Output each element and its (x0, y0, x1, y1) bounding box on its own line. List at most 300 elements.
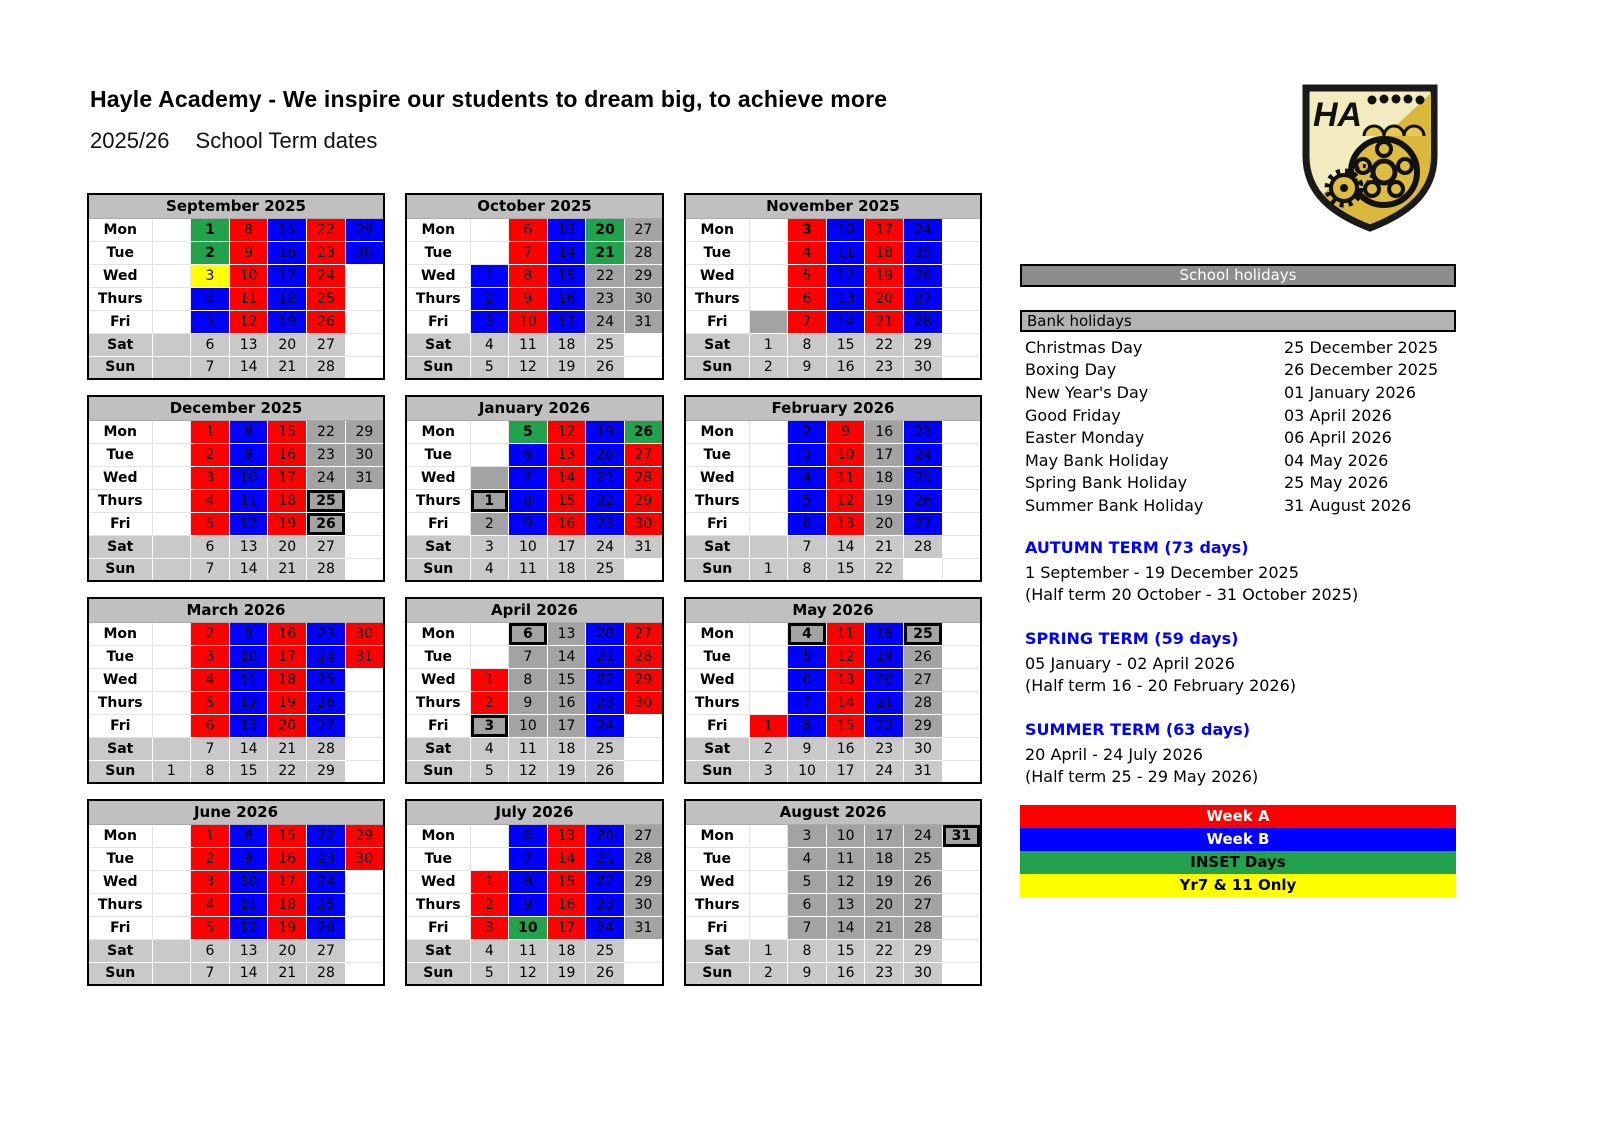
empty-cell (624, 333, 663, 356)
day-cell: 27 (904, 668, 943, 691)
empty-cell (942, 512, 981, 535)
day-cell: 27 (307, 535, 346, 558)
empty-cell (152, 645, 191, 668)
day-cell: 30 (624, 287, 663, 310)
day-label: Thurs (685, 893, 749, 916)
day-cell: 10 (229, 264, 268, 287)
day-cell: 7 (788, 691, 827, 714)
month-table-november-2025 (684, 193, 982, 380)
day-cell: 18 (865, 847, 904, 870)
day-cell: 2 (788, 420, 827, 443)
day-label: Mon (406, 420, 470, 443)
term-dates: 1 September - 19 December 2025 (1025, 563, 1299, 582)
bank-holiday-row (1020, 472, 1456, 495)
day-cell: 23 (904, 420, 943, 443)
day-label: Tue (685, 241, 749, 264)
day-cell: 31 (624, 916, 663, 939)
day-cell: 1 (152, 760, 191, 783)
day-label: Wed (406, 870, 470, 893)
empty-cell (624, 714, 663, 737)
day-cell: 12 (826, 645, 865, 668)
day-cell: 22 (307, 218, 346, 241)
empty-cell (749, 645, 788, 668)
day-cell: 3 (470, 310, 509, 333)
empty-cell (470, 847, 509, 870)
day-cell: 6 (191, 535, 230, 558)
empty-cell (624, 962, 663, 985)
day-cell: 21 (865, 916, 904, 939)
day-cell (152, 962, 191, 985)
day-cell: 20 (586, 443, 625, 466)
month-table-june-2026 (87, 799, 385, 986)
terms-section (1020, 538, 1456, 811)
day-cell: 29 (624, 264, 663, 287)
day-cell: 20 (586, 824, 625, 847)
day-cell: 24 (586, 714, 625, 737)
day-label: Sat (685, 939, 749, 962)
day-cell: 13 (547, 824, 586, 847)
empty-cell (345, 939, 384, 962)
day-cell: 10 (826, 824, 865, 847)
empty-cell (152, 916, 191, 939)
day-cell: 26 (307, 310, 346, 333)
day-cell: 6 (788, 668, 827, 691)
empty-cell (749, 420, 788, 443)
day-cell: 31 (345, 466, 384, 489)
day-cell: 31 (624, 310, 663, 333)
day-cell: 16 (865, 420, 904, 443)
day-label: Sat (88, 333, 152, 356)
day-cell: 1 (191, 824, 230, 847)
day-cell: 26 (624, 420, 663, 443)
empty-cell (345, 489, 384, 512)
day-cell: 30 (904, 737, 943, 760)
day-cell: 24 (904, 443, 943, 466)
day-cell: 4 (470, 558, 509, 581)
day-label: Sun (685, 760, 749, 783)
day-cell: 30 (345, 847, 384, 870)
day-cell: 31 (345, 645, 384, 668)
day-label: Tue (406, 443, 470, 466)
day-cell: 27 (307, 333, 346, 356)
day-cell: 1 (749, 714, 788, 737)
empty-cell (624, 737, 663, 760)
day-cell: 17 (268, 870, 307, 893)
bank-holiday-name: New Year's Day (1025, 382, 1149, 402)
empty-cell (345, 310, 384, 333)
day-cell: 7 (191, 737, 230, 760)
empty-cell (749, 264, 788, 287)
day-cell: 3 (191, 645, 230, 668)
day-cell: 24 (307, 466, 346, 489)
day-cell: 8 (229, 824, 268, 847)
day-label: Tue (685, 847, 749, 870)
day-cell: 21 (586, 466, 625, 489)
day-label: Wed (685, 466, 749, 489)
day-cell: 11 (509, 737, 548, 760)
month-title: January 2026 (406, 396, 663, 420)
day-cell: 5 (788, 489, 827, 512)
day-cell: 16 (826, 737, 865, 760)
subtitle-text: School Term dates (195, 128, 378, 153)
empty-cell (624, 558, 663, 581)
day-cell: 23 (307, 622, 346, 645)
day-cell: 31 (904, 760, 943, 783)
day-cell: 26 (307, 916, 346, 939)
day-cell: 14 (826, 691, 865, 714)
day-cell: 24 (586, 310, 625, 333)
day-cell: 28 (307, 962, 346, 985)
term-dates: 20 April - 24 July 2026 (1025, 745, 1203, 764)
empty-cell (942, 241, 981, 264)
month-table-october-2025 (405, 193, 664, 380)
day-cell: 17 (547, 714, 586, 737)
subtitle-year: 2025/26 (90, 128, 170, 153)
day-cell: 26 (904, 645, 943, 668)
day-cell: 24 (865, 760, 904, 783)
day-cell: 22 (586, 870, 625, 893)
month-table-march-2026 (87, 597, 385, 784)
day-cell: 12 (229, 512, 268, 535)
day-label: Mon (88, 218, 152, 241)
day-cell: 22 (268, 760, 307, 783)
month-title: September 2025 (88, 194, 384, 218)
day-label: Fri (88, 916, 152, 939)
day-cell: 23 (586, 287, 625, 310)
bank-holiday-name: Summer Bank Holiday (1025, 495, 1204, 515)
day-label: Sat (88, 737, 152, 760)
empty-cell (152, 241, 191, 264)
day-cell: 19 (547, 962, 586, 985)
day-label: Fri (406, 512, 470, 535)
page-subtitle (90, 128, 377, 154)
bank-holiday-name: Spring Bank Holiday (1025, 473, 1188, 493)
day-cell: 25 (586, 939, 625, 962)
day-cell: 25 (586, 558, 625, 581)
day-label: Thurs (88, 893, 152, 916)
day-cell: 12 (229, 691, 268, 714)
day-cell: 26 (307, 691, 346, 714)
empty-cell (749, 466, 788, 489)
day-cell: 5 (191, 691, 230, 714)
day-label: Tue (406, 847, 470, 870)
bank-holiday-date: 06 April 2026 (1284, 428, 1392, 448)
bank-holiday-name: Easter Monday (1025, 428, 1145, 448)
day-cell: 10 (229, 466, 268, 489)
day-cell: 15 (268, 420, 307, 443)
day-cell: 9 (788, 737, 827, 760)
day-label: Mon (88, 824, 152, 847)
day-cell: 6 (788, 893, 827, 916)
day-cell: 11 (229, 668, 268, 691)
day-cell (152, 333, 191, 356)
empty-cell (904, 558, 943, 581)
term-block (1020, 538, 1456, 606)
day-cell: 30 (624, 893, 663, 916)
month-title: November 2025 (685, 194, 981, 218)
day-cell (152, 356, 191, 379)
empty-cell (942, 558, 981, 581)
day-cell: 20 (268, 714, 307, 737)
day-cell: 7 (191, 962, 230, 985)
bank-holidays-header: Bank holidays (1020, 310, 1456, 332)
empty-cell (749, 691, 788, 714)
day-cell: 21 (268, 356, 307, 379)
day-cell: 5 (509, 420, 548, 443)
day-cell: 8 (509, 489, 548, 512)
empty-cell (345, 870, 384, 893)
bank-holiday-date: 01 January 2026 (1284, 382, 1416, 402)
empty-cell (152, 714, 191, 737)
empty-cell (345, 668, 384, 691)
day-cell: 16 (547, 287, 586, 310)
empty-cell (749, 622, 788, 645)
month-title: March 2026 (88, 598, 384, 622)
empty-cell (152, 512, 191, 535)
day-cell: 20 (268, 535, 307, 558)
empty-cell (470, 645, 509, 668)
month-title: December 2025 (88, 396, 384, 420)
day-cell: 28 (307, 558, 346, 581)
day-cell: 18 (268, 668, 307, 691)
day-cell: 30 (624, 691, 663, 714)
day-cell: 22 (865, 939, 904, 962)
day-cell: 15 (547, 264, 586, 287)
day-label: Sun (88, 760, 152, 783)
day-cell: 22 (307, 420, 346, 443)
day-cell: 6 (788, 287, 827, 310)
day-cell: 8 (788, 939, 827, 962)
day-cell: 16 (268, 622, 307, 645)
day-cell: 15 (268, 824, 307, 847)
day-cell: 17 (268, 264, 307, 287)
day-label: Tue (406, 241, 470, 264)
day-cell: 29 (904, 714, 943, 737)
day-label: Sun (685, 558, 749, 581)
day-cell: 10 (826, 218, 865, 241)
day-cell: 2 (191, 622, 230, 645)
day-label: Thurs (406, 691, 470, 714)
day-cell: 14 (547, 847, 586, 870)
bank-holiday-date: 25 May 2026 (1284, 473, 1389, 493)
day-label: Mon (406, 824, 470, 847)
day-cell: 13 (826, 287, 865, 310)
day-cell: 21 (586, 241, 625, 264)
day-cell: 29 (904, 939, 943, 962)
day-cell: 2 (749, 962, 788, 985)
day-label: Mon (88, 622, 152, 645)
month-table-january-2026 (405, 395, 664, 582)
day-cell: 21 (586, 847, 625, 870)
day-cell: 28 (624, 847, 663, 870)
day-cell: 17 (547, 535, 586, 558)
term-half-term: (Half term 16 - 20 February 2026) (1025, 676, 1297, 695)
day-cell: 19 (865, 870, 904, 893)
day-cell: 27 (624, 824, 663, 847)
day-label: Thurs (406, 287, 470, 310)
day-cell: 9 (788, 962, 827, 985)
empty-cell (942, 310, 981, 333)
calendar-grid (87, 193, 982, 986)
day-cell: 6 (191, 714, 230, 737)
day-label: Mon (406, 622, 470, 645)
empty-cell (942, 760, 981, 783)
day-cell: 5 (470, 962, 509, 985)
empty-cell (942, 218, 981, 241)
empty-cell (470, 824, 509, 847)
bank-holiday-row (1020, 449, 1456, 472)
day-cell: 2 (470, 512, 509, 535)
day-cell: 18 (547, 333, 586, 356)
day-cell: 30 (345, 622, 384, 645)
empty-cell (942, 893, 981, 916)
day-cell: 15 (268, 218, 307, 241)
day-cell: 6 (191, 333, 230, 356)
day-cell: 16 (826, 356, 865, 379)
day-cell: 2 (191, 847, 230, 870)
day-cell: 24 (586, 535, 625, 558)
day-cell: 18 (268, 287, 307, 310)
day-cell: 4 (191, 893, 230, 916)
month-title: June 2026 (88, 800, 384, 824)
day-cell: 14 (229, 356, 268, 379)
day-cell: 3 (788, 443, 827, 466)
day-cell: 3 (470, 714, 509, 737)
day-cell: 12 (826, 870, 865, 893)
logo-monogram: HA (1313, 96, 1363, 134)
day-label: Mon (685, 622, 749, 645)
day-cell: 30 (624, 512, 663, 535)
day-cell: 6 (788, 512, 827, 535)
day-cell: 23 (307, 443, 346, 466)
day-cell: 7 (788, 916, 827, 939)
day-cell: 18 (865, 241, 904, 264)
day-cell: 20 (865, 287, 904, 310)
day-label: Wed (88, 668, 152, 691)
empty-cell (749, 218, 788, 241)
day-label: Sat (685, 333, 749, 356)
day-cell: 4 (470, 939, 509, 962)
bank-holidays-list (1020, 336, 1456, 517)
day-cell: 30 (345, 443, 384, 466)
day-cell: 28 (904, 310, 943, 333)
day-cell: 19 (268, 691, 307, 714)
empty-cell (749, 916, 788, 939)
day-cell: 4 (470, 333, 509, 356)
empty-cell (942, 420, 981, 443)
day-cell: 7 (191, 356, 230, 379)
empty-cell (942, 691, 981, 714)
day-cell: 25 (904, 847, 943, 870)
day-cell: 13 (826, 512, 865, 535)
day-cell: 4 (788, 847, 827, 870)
empty-cell (345, 333, 384, 356)
day-cell: 28 (307, 737, 346, 760)
day-cell: 17 (547, 310, 586, 333)
empty-cell (942, 489, 981, 512)
day-label: Wed (88, 870, 152, 893)
day-label: Thurs (685, 691, 749, 714)
day-cell: 11 (826, 622, 865, 645)
day-cell: 23 (865, 356, 904, 379)
day-cell: 2 (470, 893, 509, 916)
empty-cell (152, 310, 191, 333)
day-cell: 12 (229, 310, 268, 333)
day-label: Tue (88, 847, 152, 870)
day-cell: 28 (624, 241, 663, 264)
day-cell: 17 (268, 466, 307, 489)
day-cell: 1 (191, 420, 230, 443)
month-title: April 2026 (406, 598, 663, 622)
day-cell: 29 (624, 668, 663, 691)
day-cell: 20 (586, 218, 625, 241)
day-label: Tue (88, 645, 152, 668)
day-label: Thurs (88, 287, 152, 310)
day-cell: 14 (547, 466, 586, 489)
day-cell: 8 (191, 760, 230, 783)
day-label: Wed (406, 466, 470, 489)
day-cell: 2 (749, 737, 788, 760)
day-cell: 1 (749, 558, 788, 581)
day-cell: 12 (509, 760, 548, 783)
day-cell: 15 (826, 714, 865, 737)
day-label: Sun (685, 356, 749, 379)
day-label: Fri (685, 512, 749, 535)
empty-cell (470, 241, 509, 264)
term-title: AUTUMN TERM (73 days) (1025, 538, 1249, 557)
day-cell: 26 (586, 356, 625, 379)
day-label: Mon (406, 218, 470, 241)
day-cell: 25 (904, 466, 943, 489)
day-label: Sat (685, 535, 749, 558)
empty-cell (345, 714, 384, 737)
empty-cell (345, 287, 384, 310)
day-cell: 30 (904, 356, 943, 379)
day-label: Wed (88, 466, 152, 489)
empty-cell (942, 714, 981, 737)
day-cell: 1 (470, 264, 509, 287)
day-cell: 8 (788, 558, 827, 581)
day-cell: 25 (904, 241, 943, 264)
day-label: Fri (406, 714, 470, 737)
empty-cell (345, 264, 384, 287)
day-cell: 9 (229, 622, 268, 645)
day-cell: 11 (229, 287, 268, 310)
day-cell: 7 (509, 645, 548, 668)
day-cell: 27 (307, 714, 346, 737)
empty-cell (749, 443, 788, 466)
bank-holiday-name: Good Friday (1025, 405, 1121, 425)
day-label: Sat (406, 333, 470, 356)
day-cell: 9 (229, 443, 268, 466)
day-cell: 20 (268, 939, 307, 962)
empty-cell (942, 622, 981, 645)
day-cell: 13 (229, 535, 268, 558)
day-cell: 11 (509, 939, 548, 962)
day-cell: 17 (865, 443, 904, 466)
day-cell: 23 (307, 847, 346, 870)
day-cell: 22 (586, 489, 625, 512)
day-cell: 14 (229, 737, 268, 760)
day-label: Wed (685, 264, 749, 287)
day-label: Sat (685, 737, 749, 760)
day-cell: 14 (547, 241, 586, 264)
day-cell: 12 (826, 264, 865, 287)
day-cell: 8 (229, 218, 268, 241)
day-label: Wed (88, 264, 152, 287)
empty-cell (942, 847, 981, 870)
day-cell: 9 (509, 893, 548, 916)
